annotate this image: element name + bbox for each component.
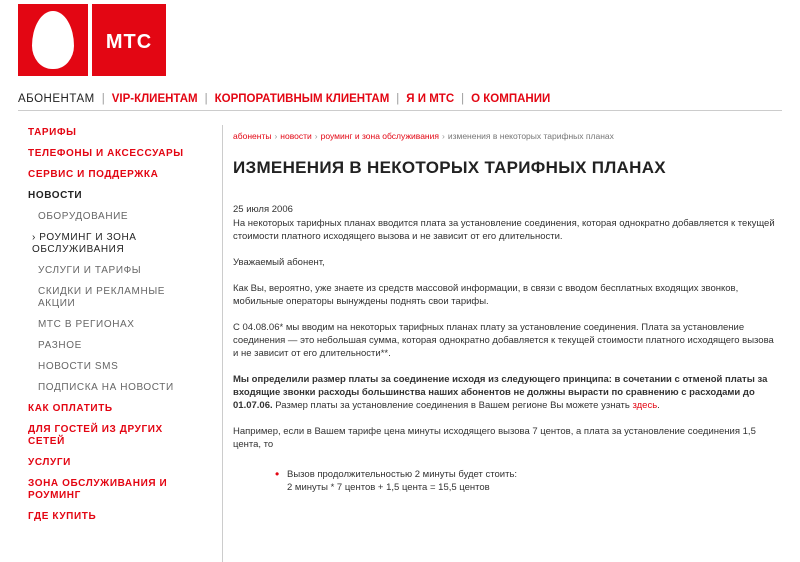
sidebar-item-tariffs[interactable]: ТАРИФЫ	[28, 127, 77, 138]
example-list	[281, 468, 778, 494]
sidebar-subitem-sms-news[interactable]: НОВОСТИ SMS	[38, 361, 119, 372]
main-content	[233, 131, 778, 494]
article-paragraph-3-end: .	[657, 400, 660, 411]
page-title: ИЗМЕНЕНИЯ В НЕКОТОРЫХ ТАРИФНЫХ ПЛАНАХ	[233, 158, 666, 177]
list-item-line-2: 2 минуты * 7 центов + 1,5 цента = 15,5 центов	[287, 482, 490, 493]
breadcrumb-separator: ›	[274, 131, 278, 141]
article-paragraph-3-text: Размер платы за установление соединения в Вашем регионе Вы можете узнать	[272, 400, 633, 411]
breadcrumb-separator: ›	[441, 131, 445, 141]
article-intro: На некоторых тарифных планах вводится плата за установление соединения, которая однократно добавляется к текущей стоимости платного исходящего вызова и не зависит от его длительности.	[233, 218, 775, 242]
region-fee-link[interactable]: здесь	[632, 400, 658, 411]
nav-item-vip[interactable]: VIP-КЛИЕНТАМ	[111, 93, 198, 105]
nav-item-about[interactable]: О КОМПАНИИ	[471, 93, 551, 105]
nav-separator: |	[204, 93, 208, 105]
logo-egg-block[interactable]	[18, 4, 88, 76]
logo-text: МТС	[105, 31, 153, 53]
breadcrumb-separator: ›	[314, 131, 318, 141]
sidebar-item-where-to-buy[interactable]: ГДЕ КУПИТЬ	[28, 511, 97, 522]
sidebar-subitem-roaming[interactable]: › РОУМИНГ И ЗОНА ОБСЛУЖИВАНИЯ	[32, 232, 137, 255]
breadcrumb	[233, 131, 778, 141]
breadcrumb-item-current: изменения в некоторых тарифных планах	[447, 131, 614, 141]
article-paragraph-3-bold: Мы определили размер платы за соединение исходя из следующего принципа: в сочетании с отменой платы за входящие звонки расходы большинства наших абонентов не должны вырасти по сравнению с расходами до 01.07.06.	[233, 374, 768, 411]
article-paragraph-3	[233, 373, 778, 412]
breadcrumb-item-subscribers[interactable]: абоненты	[233, 131, 272, 141]
sidebar-subitem-misc[interactable]: РАЗНОЕ	[38, 340, 82, 351]
nav-item-me-and-mts[interactable]: Я И МТС	[406, 93, 455, 105]
sidebar-item-how-to-pay[interactable]: КАК ОПЛАТИТЬ	[28, 403, 113, 414]
list-item	[281, 468, 778, 494]
sidebar-item-news[interactable]: НОВОСТИ	[28, 190, 83, 201]
article-paragraph-4: Например, если в Вашем тарифе цена минуты исходящего вызова 7 центов, а плата за установление соединения 1,5 цента, то	[233, 426, 756, 450]
sidebar-subitem-equipment[interactable]: ОБОРУДОВАНИЕ	[38, 211, 129, 222]
breadcrumb-item-roaming[interactable]: роуминг и зона обслуживания	[320, 131, 439, 141]
sidebar-subitem-discounts[interactable]: СКИДКИ И РЕКЛАМНЫЕ АКЦИИ	[38, 286, 166, 309]
sidebar-subitem-subscribe[interactable]: ПОДПИСКА НА НОВОСТИ	[38, 382, 174, 393]
sidebar-item-services[interactable]: УСЛУГИ	[28, 457, 71, 468]
nav-separator: |	[396, 93, 400, 105]
header-divider	[18, 110, 782, 111]
article-date: 25 июля 2006	[233, 204, 293, 215]
sidebar-item-phones[interactable]: ТЕЛЕФОНЫ И АКСЕССУАРЫ	[28, 148, 184, 159]
sidebar-subitem-services-tariffs[interactable]: УСЛУГИ И ТАРИФЫ	[38, 265, 142, 276]
sidebar-divider	[222, 125, 223, 562]
sidebar-subitem-regions[interactable]: МТС В РЕГИОНАХ	[38, 319, 135, 330]
article-greeting: Уважаемый абонент,	[233, 257, 325, 268]
sidebar	[28, 127, 213, 532]
sidebar-item-guests[interactable]: ДЛЯ ГОСТЕЙ ИЗ ДРУГИХ СЕТЕЙ	[28, 424, 163, 447]
logo-text-block[interactable]	[92, 4, 166, 76]
nav-separator: |	[461, 93, 465, 105]
top-navigation	[18, 91, 550, 107]
breadcrumb-item-news[interactable]: новости	[280, 131, 312, 141]
list-item-line-1: Вызов продолжительностью 2 минуты будет стоить:	[287, 469, 518, 480]
sidebar-item-coverage-roaming[interactable]: ЗОНА ОБСЛУЖИВАНИЯ И РОУМИНГ	[28, 478, 168, 501]
article-paragraph-2: С 04.08.06* мы вводим на некоторых тарифных планах плату за установление соединения. Плата за установление соединения — это небольшая сумма, которая однократно добавляется к текущей стоимости платного исходящего вызова и не зависит от его длительности**.	[233, 322, 774, 359]
sidebar-item-service[interactable]: СЕРВИС И ПОДДЕРЖКА	[28, 169, 159, 180]
nav-separator: |	[101, 93, 105, 105]
nav-item-subscribers[interactable]: АБОНЕНТАМ	[18, 93, 95, 105]
egg-logo-icon	[32, 11, 74, 69]
article-paragraph-1: Как Вы, вероятно, уже знаете из средств массовой информации, в связи с вводом бесплатных входящих звонков, мобильные операторы вынуждены поднять свои тарифы.	[233, 283, 739, 307]
nav-item-corporate[interactable]: КОРПОРАТИВНЫМ КЛИЕНТАМ	[214, 93, 390, 105]
